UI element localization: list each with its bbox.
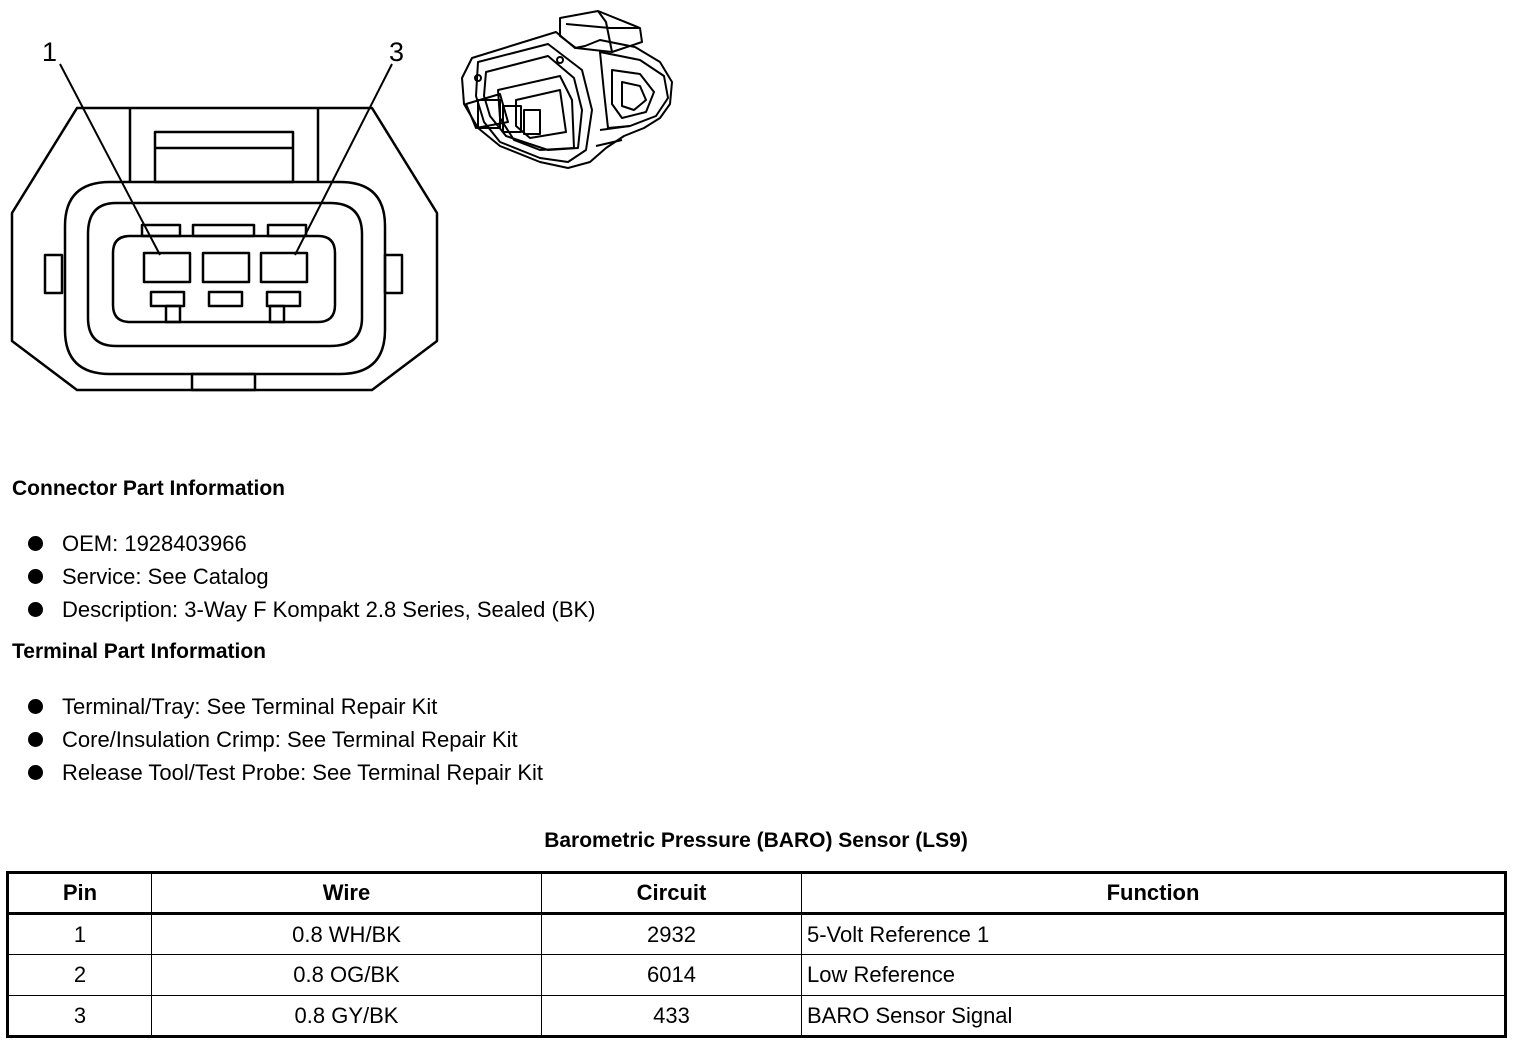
bullet-icon (28, 569, 43, 584)
function-cell: 5-Volt Reference 1 (802, 914, 1506, 955)
table-row (8, 914, 1506, 955)
connector-face-view (12, 64, 437, 390)
bullet-icon (28, 536, 43, 551)
pinout-table-title: Barometric Pressure (BARO) Sensor (LS9) (544, 829, 968, 852)
pin-cell: 2 (8, 955, 152, 996)
list-item: Release Tool/Test Probe: See Terminal Repair Kit (28, 756, 543, 789)
table-row (8, 955, 1506, 996)
terminal-cavity-2 (203, 253, 249, 282)
list-item: Terminal/Tray: See Terminal Repair Kit (28, 690, 543, 723)
terminal-part-info-list (28, 690, 543, 789)
bullet-icon (28, 765, 43, 780)
terminal-part-info-title: Terminal Part Information (12, 640, 266, 663)
list-item: Description: 3-Way F Kompakt 2.8 Series, Sealed (BK) (28, 593, 596, 626)
list-item: Service: See Catalog (28, 560, 596, 593)
terminal-cavity-1 (144, 253, 190, 282)
column-header-pin: Pin (8, 873, 152, 914)
function-cell: BARO Sensor Signal (802, 996, 1506, 1037)
pin-cell: 1 (8, 914, 152, 955)
connector-part-info-list (28, 527, 596, 626)
connector-part-info-title: Connector Part Information (12, 477, 286, 500)
list-item: OEM: 1928403966 (28, 527, 596, 560)
circuit-cell: 433 (542, 996, 802, 1037)
callout-pin-1: 1 (42, 37, 58, 67)
pin-cell: 3 (8, 996, 152, 1037)
function-cell: Low Reference (802, 955, 1506, 996)
table-row (8, 996, 1506, 1037)
connector-diagram (0, 0, 1520, 460)
pinout-table (6, 871, 1507, 1038)
circuit-cell: 2932 (542, 914, 802, 955)
bullet-icon (28, 732, 43, 747)
column-header-circuit: Circuit (542, 873, 802, 914)
column-header-wire: Wire (152, 873, 542, 914)
wire-cell: 0.8 OG/BK (152, 955, 542, 996)
wire-cell: 0.8 WH/BK (152, 914, 542, 955)
bullet-icon (28, 699, 43, 714)
callout-pin-3: 3 (389, 37, 405, 67)
terminal-cavity-3 (261, 253, 307, 282)
wire-cell: 0.8 GY/BK (152, 996, 542, 1037)
table-header-row (8, 873, 1506, 914)
column-header-function: Function (802, 873, 1506, 914)
circuit-cell: 6014 (542, 955, 802, 996)
bullet-icon (28, 602, 43, 617)
connector-isometric-view (462, 11, 672, 168)
list-item: Core/Insulation Crimp: See Terminal Repair Kit (28, 723, 543, 756)
